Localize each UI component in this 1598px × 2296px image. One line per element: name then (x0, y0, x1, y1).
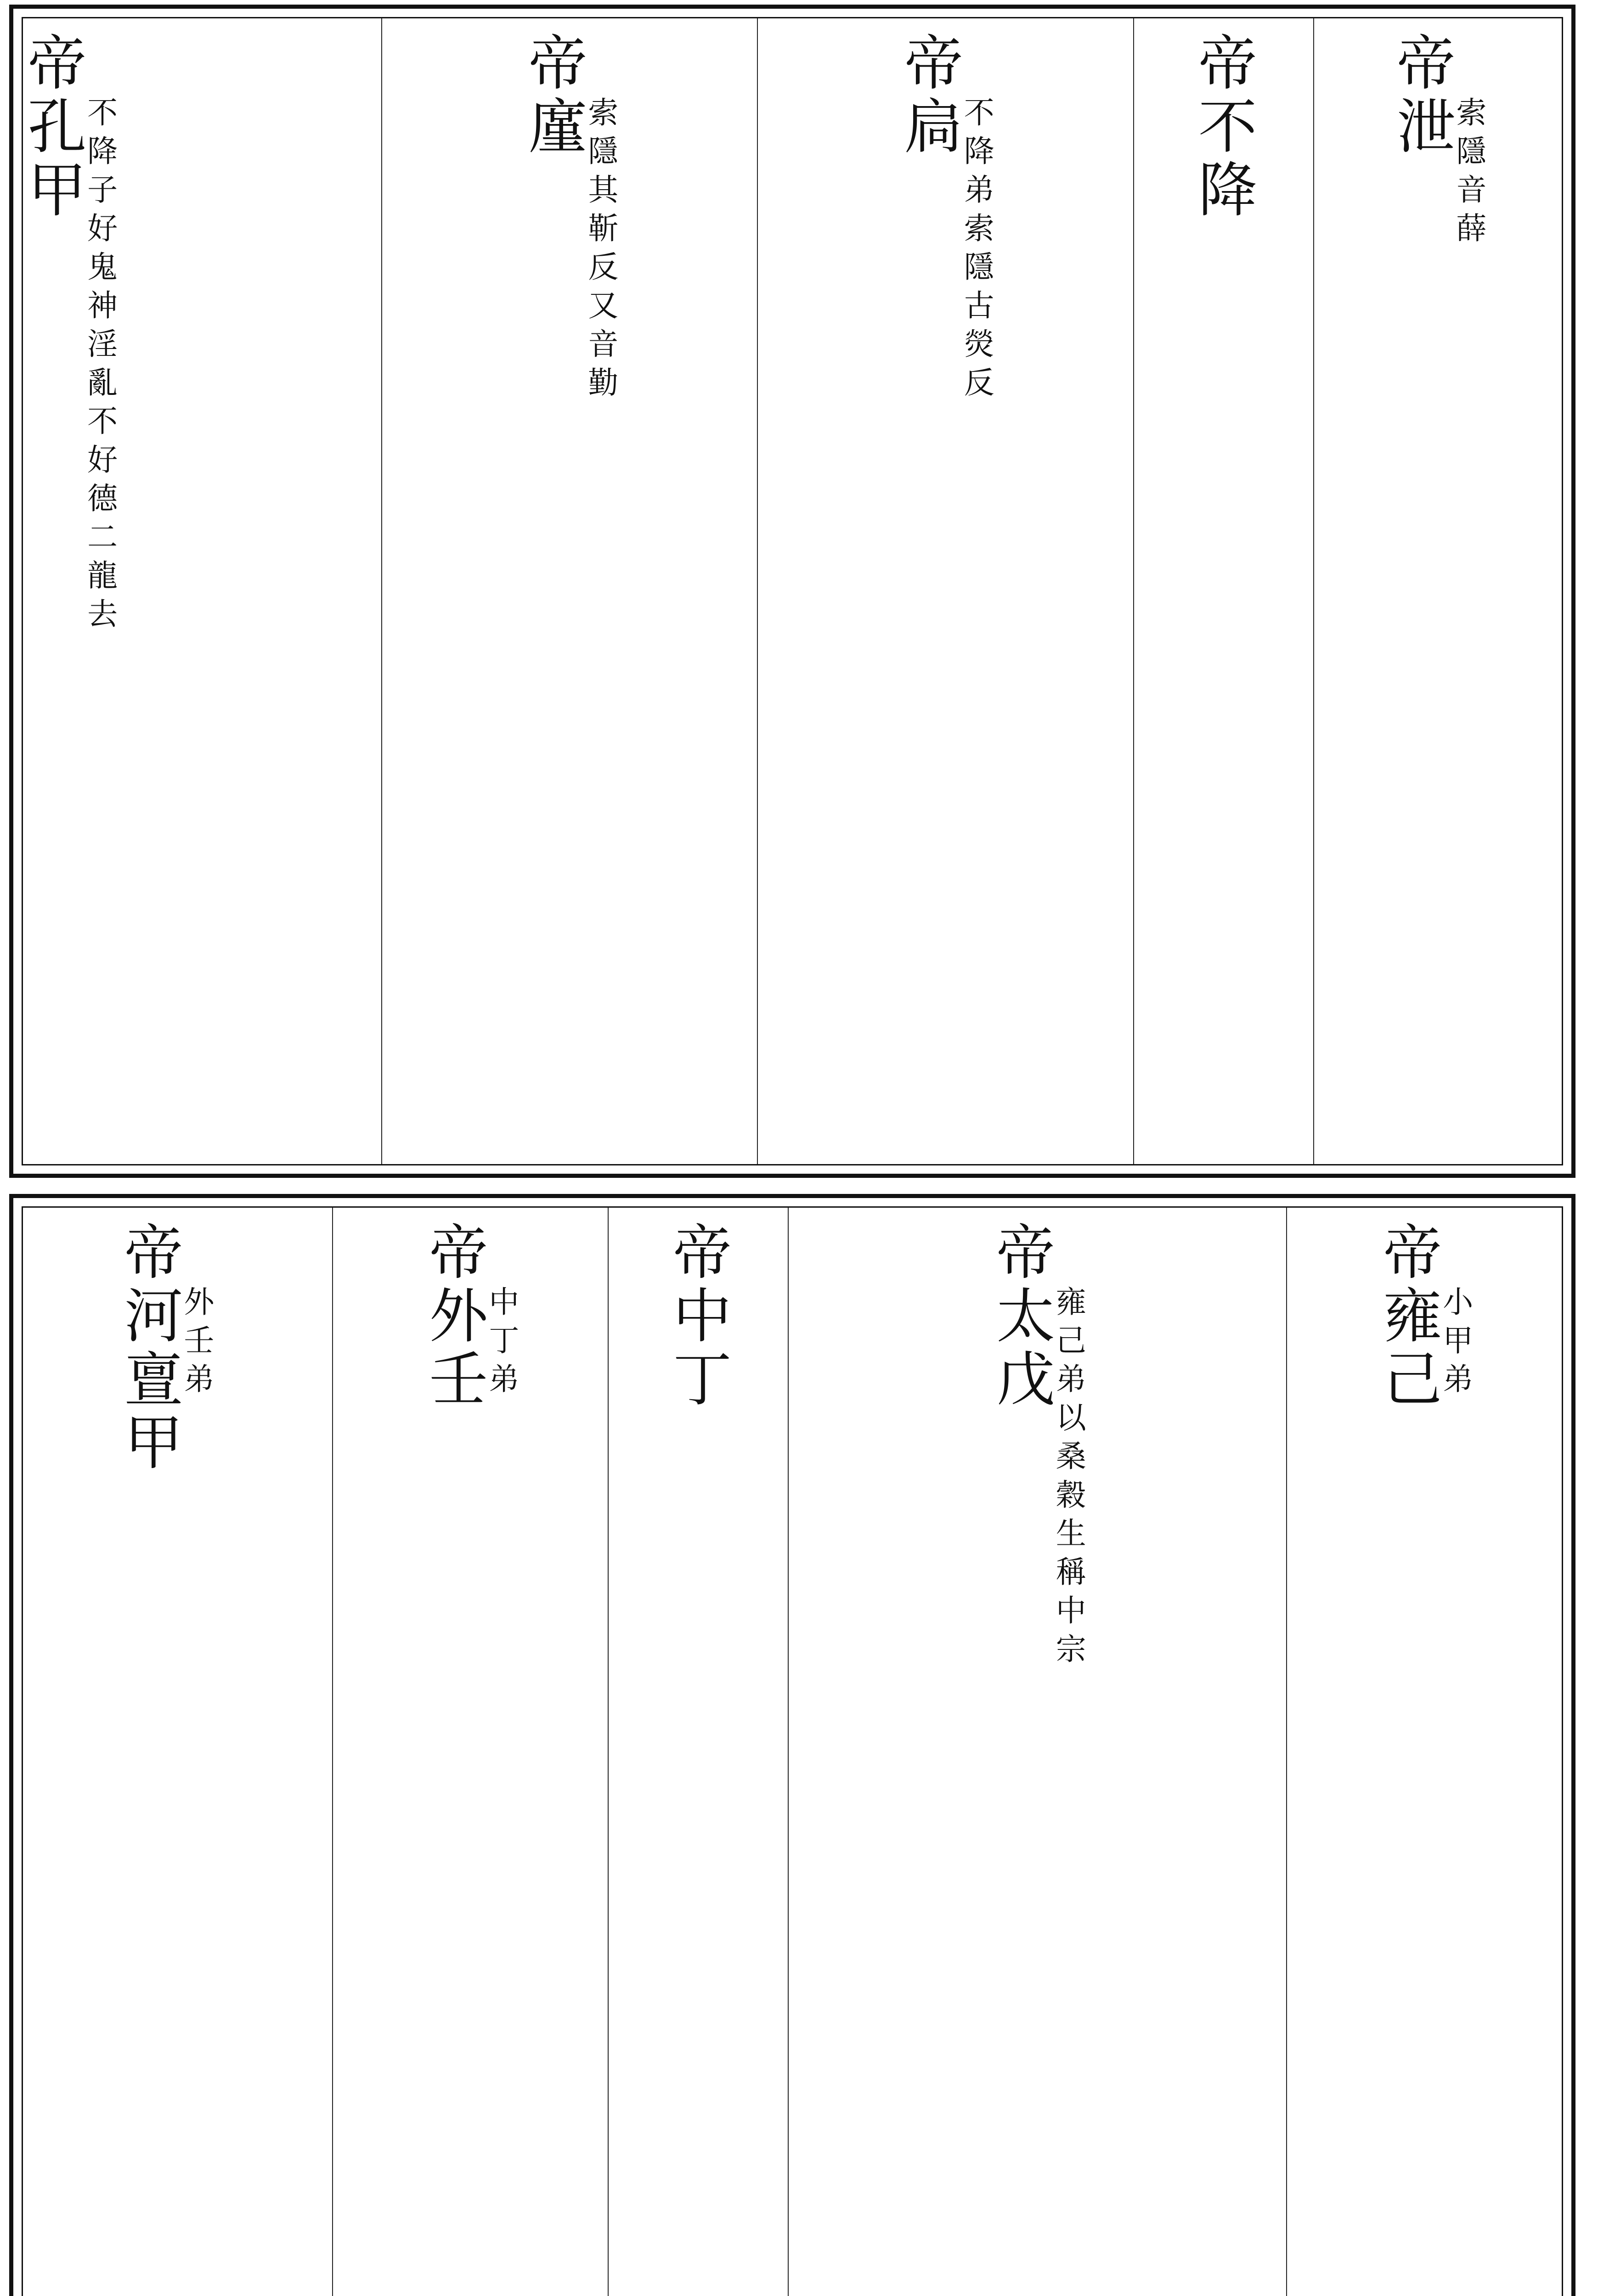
entry-name: 帝泄 (1386, 32, 1455, 159)
text-column (0, 1208, 332, 2296)
text-column (381, 18, 757, 1164)
entry-note: 索隱其靳反又音勤 (582, 96, 618, 405)
entry-note: 不降子好鬼神淫亂不好德二龍去 (82, 96, 118, 636)
entry-note: 雍己弟以桑穀生稱中宗 (1050, 1286, 1086, 1671)
bottom-page-frame (22, 1206, 1563, 2296)
entry-name: 帝孔甲 (17, 32, 86, 222)
text-column (0, 18, 381, 1164)
top-page-frame (17, 17, 1563, 1165)
entry-note: 小甲弟 (1437, 1286, 1473, 1401)
entry-note: 外壬弟 (178, 1286, 214, 1401)
bottom-page (9, 1194, 1575, 2296)
entry-note: 中丁弟 (483, 1286, 519, 1401)
text-column (757, 18, 1133, 1164)
entry-name: 帝雍己 (1373, 1221, 1442, 1412)
entry-note: 不降弟索隱古熒反 (959, 96, 994, 405)
entry-name: 帝扃 (894, 32, 963, 159)
entry-name: 帝中丁 (663, 1221, 732, 1412)
entry-name: 帝太戊 (986, 1221, 1055, 1412)
text-column (1286, 1208, 1562, 2296)
text-column (1133, 18, 1313, 1164)
entry-name: 帝廑 (518, 32, 587, 159)
top-page (9, 5, 1575, 1178)
text-column (332, 1208, 608, 2296)
entry-note: 索隱音薛 (1451, 96, 1487, 251)
top-page-columns (17, 18, 1562, 1164)
entry-name: 帝不降 (1188, 32, 1257, 222)
bottom-page-columns (23, 1208, 1562, 2296)
text-column (608, 1208, 788, 2296)
text-column (788, 1208, 1286, 2296)
entry-name: 帝外壬 (419, 1221, 488, 1412)
entry-name: 帝河亶甲 (114, 1221, 183, 1475)
text-column (1313, 18, 1562, 1164)
